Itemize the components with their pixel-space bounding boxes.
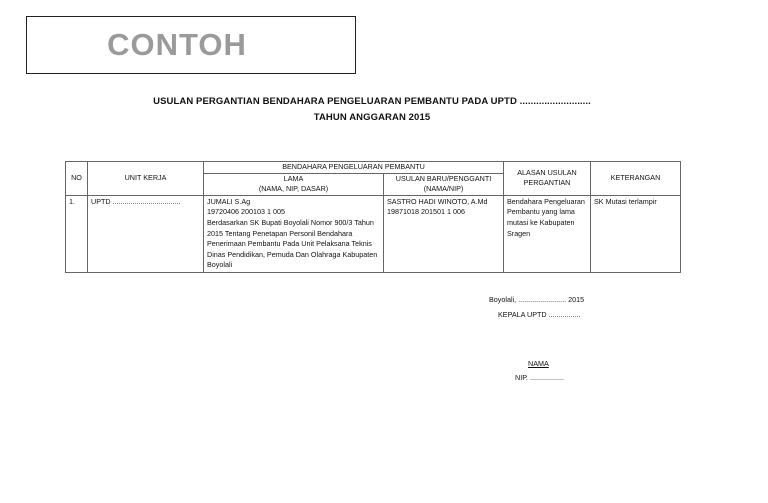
header-no: NO — [66, 162, 88, 196]
header-lama-label: LAMA — [283, 173, 304, 183]
header-alasan: ALASAN USULAN PERGANTIAN — [504, 162, 591, 196]
usulan-name: SASTRO HADI WINOTO, A.Md — [387, 196, 488, 206]
document-title: USULAN PERGANTIAN BENDAHARA PENGELUARAN PEMBANTU PADA UPTD .......................... — [153, 96, 591, 107]
header-lama — [204, 173, 384, 195]
usulan-nip: 19871018 201501 1 006 — [387, 207, 465, 217]
signature-name: NAMA — [528, 359, 549, 368]
header-usulan-label: USULAN BARU/PENGGANTI — [395, 173, 492, 183]
row-no: 1. — [66, 195, 88, 272]
header-bendahara-group: BENDAHARA PENGELUARAN PEMBANTU — [204, 162, 504, 174]
header-unit-kerja: UNIT KERJA — [88, 162, 204, 196]
signature-place-date: Boyolali, ........................ 2015 — [489, 295, 585, 304]
row-unit-kerja: UPTD .................................. — [88, 195, 204, 272]
table-row — [66, 195, 681, 272]
row-alasan: Bendahara Pengeluaran Pembantu yang lama mutasi ke Kabupaten Sragen — [504, 195, 591, 272]
replacement-table — [65, 161, 681, 273]
header-usulan — [384, 173, 504, 195]
row-lama — [204, 195, 384, 272]
row-usulan — [384, 195, 504, 272]
document-subtitle: TAHUN ANGGARAN 2015 — [313, 112, 431, 123]
stamp-text: CONTOH — [107, 27, 247, 62]
contoh-stamp — [26, 16, 356, 74]
header-lama-sub: (NAMA, NIP, DASAR) — [258, 184, 329, 194]
row-keterangan: SK Mutasi terlampir — [591, 195, 681, 272]
lama-dasar: Berdasarkan SK Bupati Boyolali Nomor 900/3 Tahun 2015 Tentang Penetapan Personil Bendahara Penerimaan Pembantu Pada Unit Pelaksana Teknis Dinas Pendidikan, Pemuda Dan Olahraga Kabupaten Boyolali — [207, 217, 378, 270]
lama-name: JUMALI S.Ag — [207, 196, 251, 206]
header-usulan-sub: (NAMA/NIP) — [423, 184, 464, 194]
header-keterangan: KETERANGAN — [591, 162, 681, 196]
lama-nip: 19720406 200103 1 005 — [207, 207, 285, 217]
header-row-1 — [66, 162, 681, 174]
signature-position: KEPALA UPTD ................ — [498, 310, 581, 319]
signature-nip: NIP. ................. — [515, 373, 564, 382]
